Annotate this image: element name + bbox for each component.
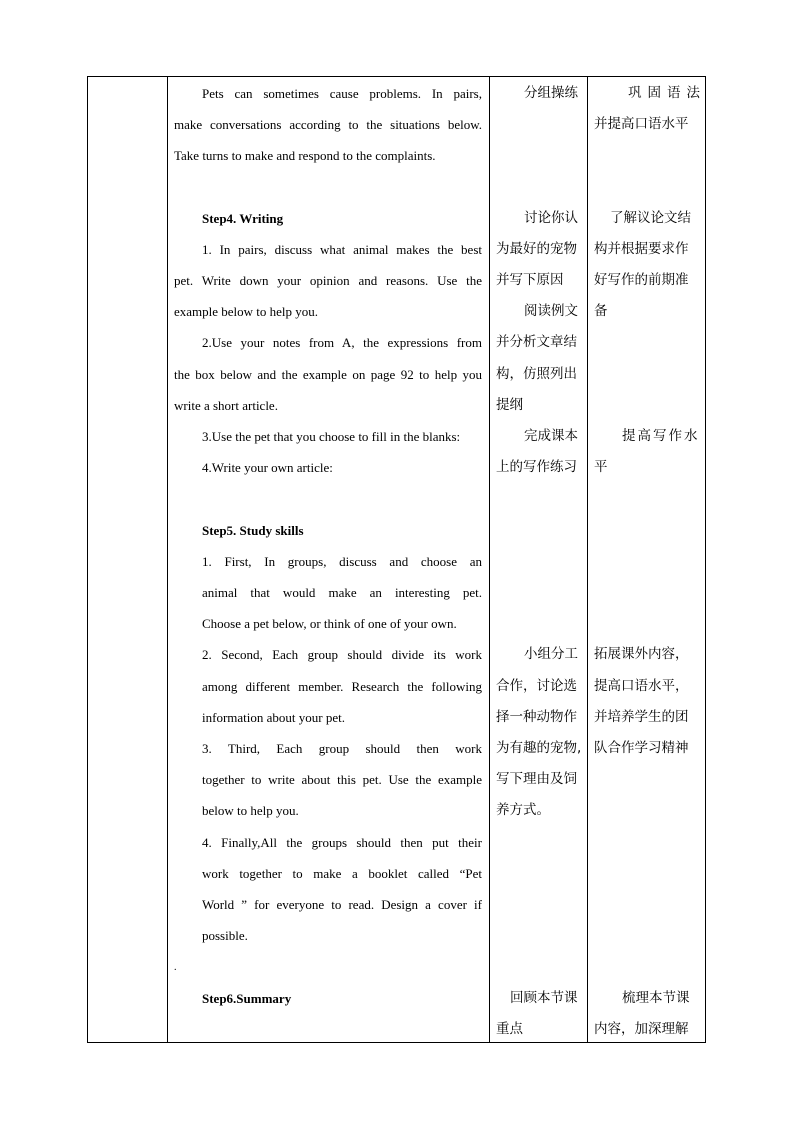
activity-line: 重点 <box>496 1021 523 1037</box>
content-line: 4.Write your own article: <box>202 460 333 475</box>
activity-line: 养方式。 <box>496 802 550 818</box>
purpose-line: 构并根据要求作 <box>594 241 689 257</box>
purpose-line: 提高口语水平， <box>594 678 689 694</box>
content-line: make conversations according to the situations below. <box>174 117 482 132</box>
content-line: information about your pet. <box>202 710 345 725</box>
purpose-line: 平 <box>594 459 608 475</box>
content-line: 3. Third, Each group should then work <box>202 741 482 756</box>
purpose-line: 备 <box>594 303 608 319</box>
activity-line: 完成课本 <box>524 428 578 444</box>
activity-line: 为最好的宠物 <box>496 241 577 257</box>
activity-line: 合作，讨论选 <box>496 678 577 694</box>
purpose-line: 拓展课外内容， <box>594 646 689 662</box>
content-line: among different member. Research the following <box>202 679 482 694</box>
activity-line: 为有趣的宠物, <box>496 740 582 756</box>
content-line: example below to help you. <box>174 304 319 319</box>
activity-line: 写下理由及饲 <box>496 771 577 787</box>
content-line: animal that would make an interesting pet. <box>202 585 482 600</box>
content-line: pet. Write down your opinion and reasons. Use the <box>174 273 482 288</box>
activity-line: 小组分工 <box>524 646 578 662</box>
activity-line: 择一种动物作 <box>496 709 577 725</box>
step4-heading: Step4. Writing <box>202 211 284 226</box>
content-line: write a short article. <box>174 398 278 413</box>
activity-line: 回顾本节课 <box>510 990 578 1006</box>
activity-line: 并分析文章结 <box>496 334 577 350</box>
activity-line: 提纲 <box>496 397 523 413</box>
purpose-line: 提高写作水 <box>622 428 700 444</box>
purpose-line: 并培养学生的团 <box>594 709 689 725</box>
step6-heading: Step6.Summary <box>202 991 292 1006</box>
content-line: Take turns to make and respond to the complaints. <box>174 148 436 163</box>
purpose-line: 队合作学习精神 <box>594 740 689 756</box>
content-line: 1. First, In groups, discuss and choose an <box>202 554 482 569</box>
purpose-line: 内容，加深理解 <box>594 1021 689 1037</box>
activity-line: 构，仿照列出 <box>496 366 577 382</box>
purpose-line: 了解议论文结 <box>610 210 691 226</box>
content-line: 2.Use your notes from A, the expressions from <box>202 335 482 350</box>
purpose-line: 并提高口语水平 <box>594 116 689 132</box>
content-line: World ” for everyone to read. Design a cover if <box>202 897 482 912</box>
purpose-line: 巩固语法 <box>628 85 706 101</box>
content-line: together to write about this pet. Use the example <box>202 772 482 787</box>
content-line: 4. Finally,All the groups should then put their <box>202 835 482 850</box>
stray-dot: . <box>174 962 177 973</box>
lesson-table <box>87 76 706 1043</box>
content-line: Choose a pet below, or think of one of your own. <box>202 616 457 631</box>
activity-line: 讨论你认 <box>524 210 578 226</box>
activity-line: 分组操练 <box>524 85 578 101</box>
content-line: 2. Second, Each group should divide its work <box>202 647 482 662</box>
content-line: work together to make a booklet called “Pet <box>202 866 482 881</box>
content-line: possible. <box>202 928 248 943</box>
column-divider <box>167 77 168 1042</box>
activity-line: 上的写作练习 <box>496 459 577 475</box>
content-line: 1. In pairs, discuss what animal makes the best <box>202 242 482 257</box>
purpose-line: 梳理本节课 <box>622 990 690 1006</box>
column-divider <box>587 77 588 1042</box>
content-line: Pets can sometimes cause problems. In pairs, <box>202 86 482 101</box>
activity-line: 并写下原因 <box>496 272 564 288</box>
content-line: 3.Use the pet that you choose to fill in the blanks: <box>202 429 461 444</box>
column-divider <box>489 77 490 1042</box>
content-line: the box below and the example on page 92 to help you <box>174 367 482 382</box>
content-line: below to help you. <box>202 803 299 818</box>
step5-heading: Step5. Study skills <box>202 523 304 538</box>
activity-line: 阅读例文 <box>524 303 578 319</box>
purpose-line: 好写作的前期准 <box>594 272 689 288</box>
